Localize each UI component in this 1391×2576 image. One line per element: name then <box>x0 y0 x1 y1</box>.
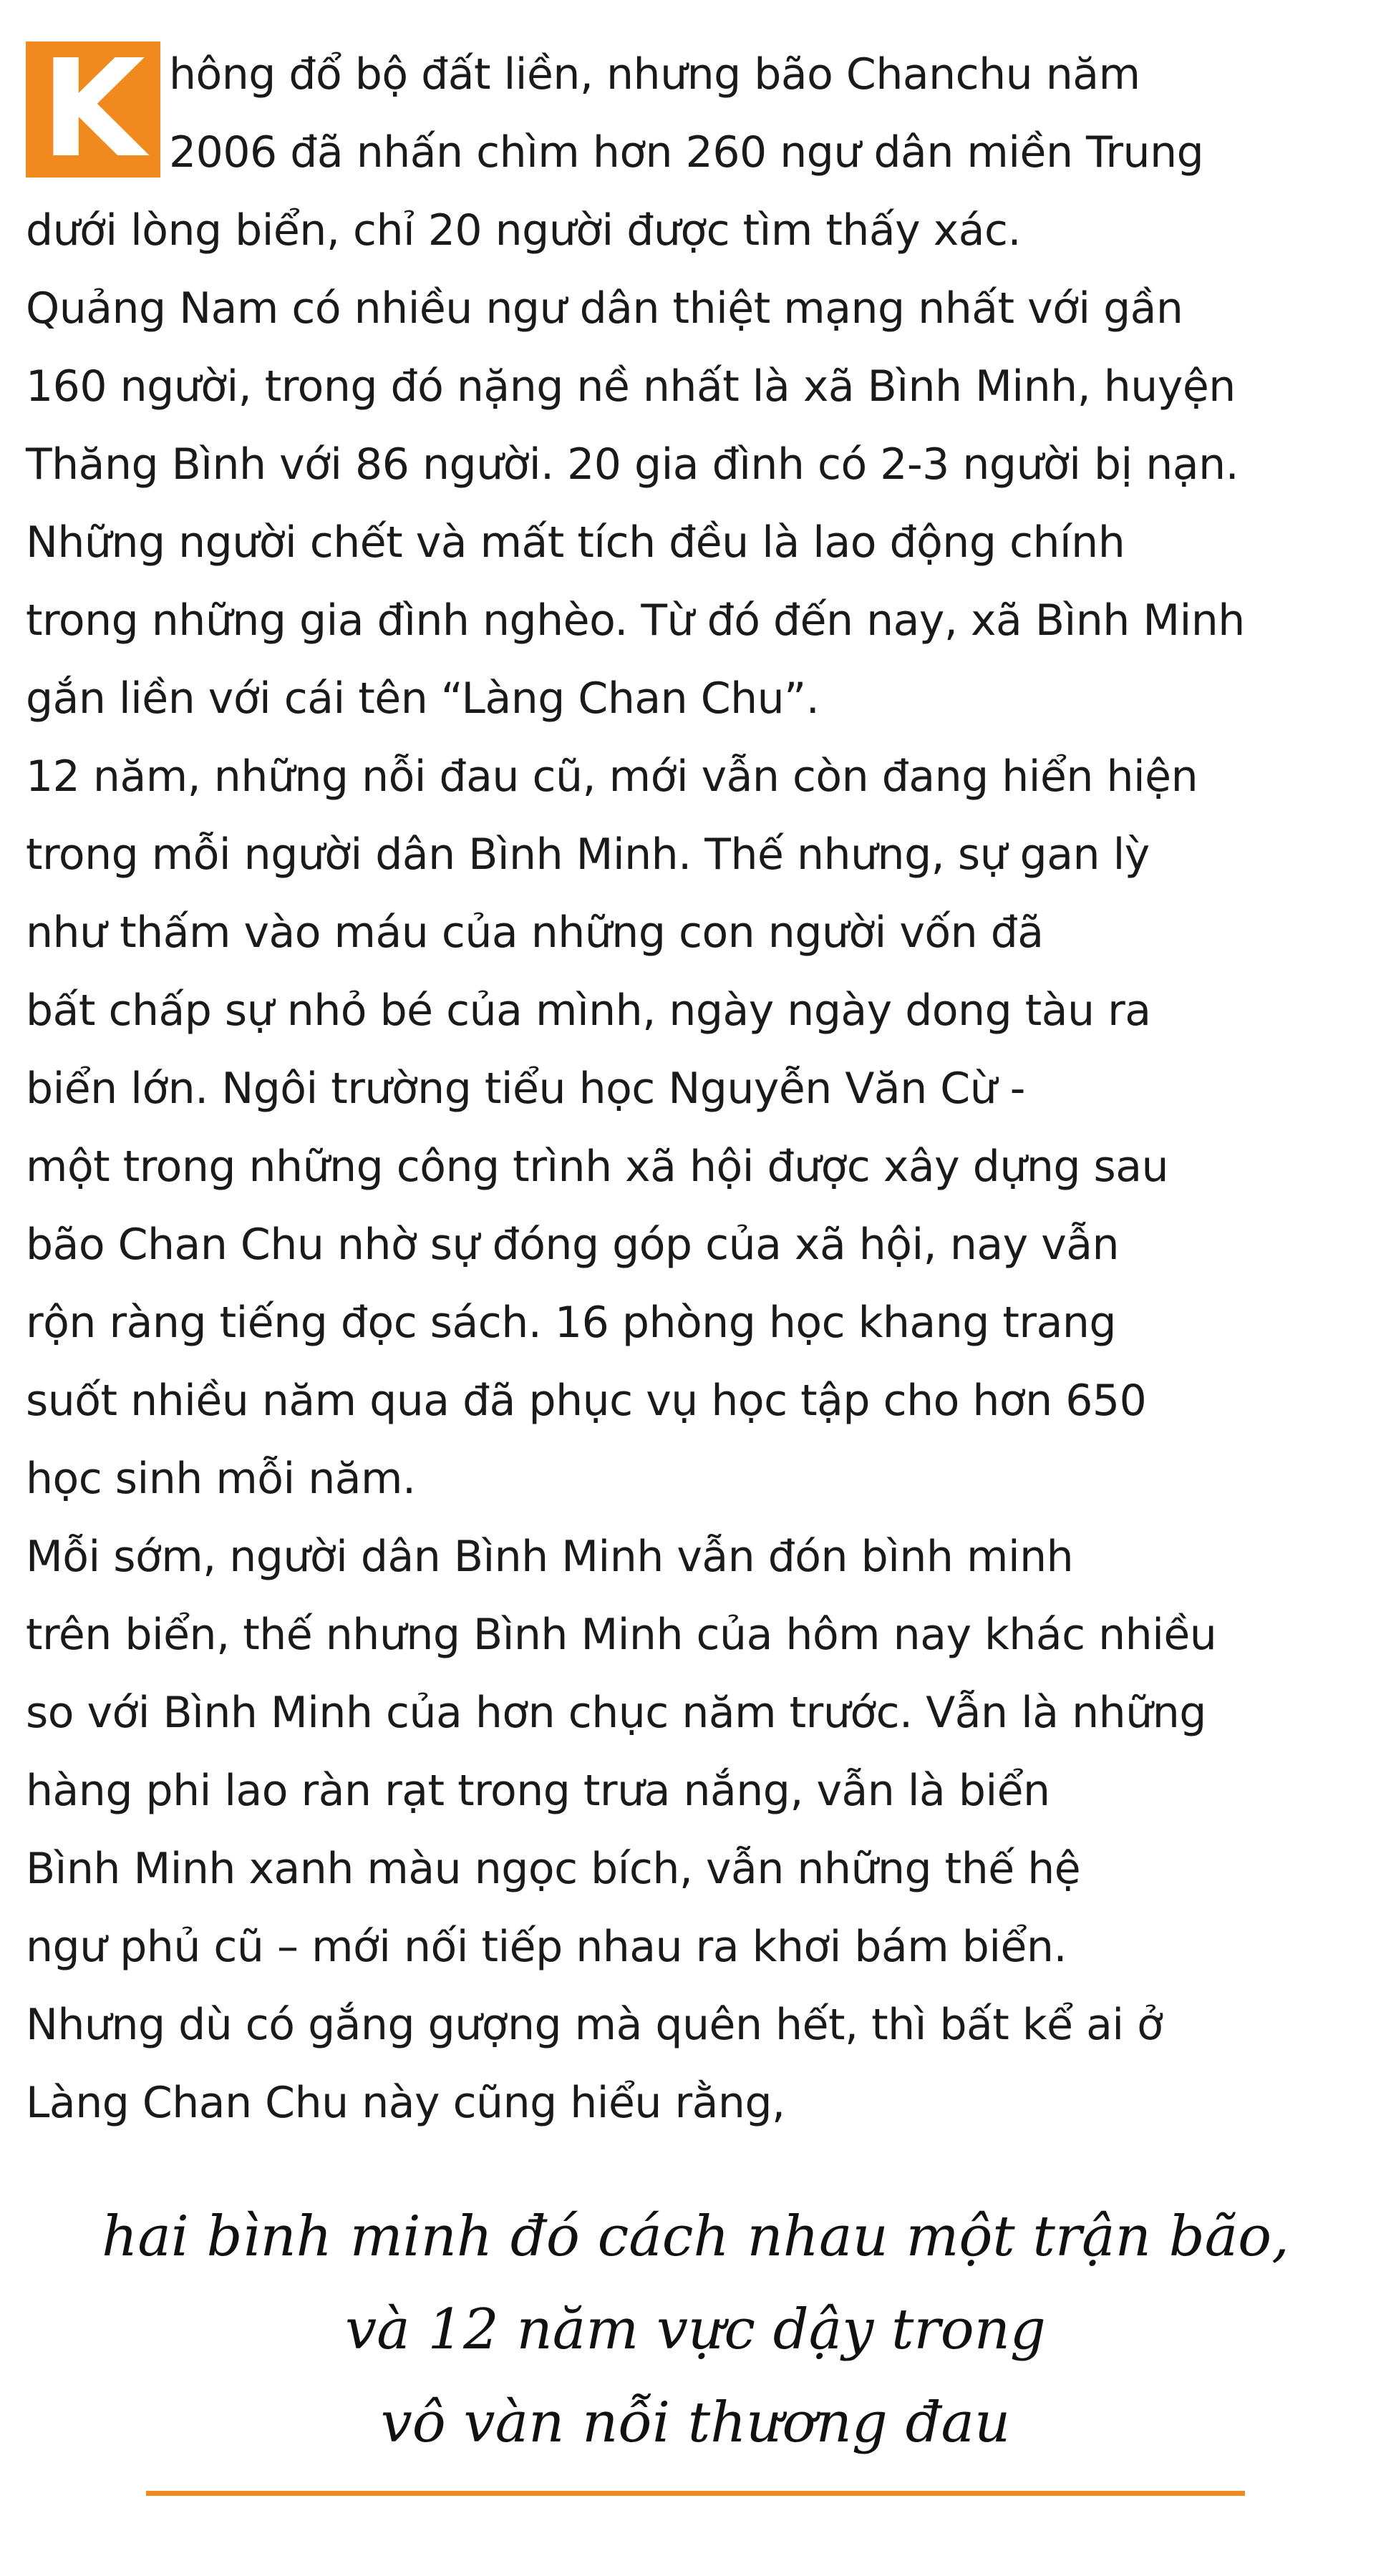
text-line: suốt nhiều năm qua đã phục vụ học tập cho hơn 650 <box>26 1376 1147 1426</box>
drop-cap: K <box>26 42 160 178</box>
text-line: như thấm vào máu của những con người vốn đã <box>26 908 1044 958</box>
text-line: hàng phi lao ràn rạt trong trưa nắng, vẫn là biển <box>26 1766 1050 1816</box>
text-line: hông đổ bộ đất liền, nhưng bão Chanchu năm <box>169 49 1140 99</box>
text-line: Những người chết và mất tích đều là lao động chính <box>26 517 1125 568</box>
text-line: trong những gia đình nghèo. Từ đó đến nay, xã Bình Minh <box>26 596 1245 646</box>
quote-line: và 12 năm vực dậy trong <box>345 2298 1046 2362</box>
text-line: Bình Minh xanh màu ngọc bích, vẫn những thế hệ <box>26 1844 1081 1894</box>
text-line: trong mỗi người dân Bình Minh. Thế nhưng, sự gan lỳ <box>26 830 1150 880</box>
text-line: Mỗi sớm, người dân Bình Minh vẫn đón bình minh <box>26 1532 1074 1582</box>
quote-underline-divider <box>146 2491 1245 2496</box>
text-line: trên biển, thế nhưng Bình Minh của hôm nay khác nhiều <box>26 1610 1217 1660</box>
text-line: Nhưng dù có gắng gượng mà quên hết, thì bất kể ai ở <box>26 2000 1163 2050</box>
text-line: 12 năm, những nỗi đau cũ, mới vẫn còn đang hiển hiện <box>26 752 1198 802</box>
article-body <box>26 31 1372 2142</box>
text-line: gắn liền với cái tên “Làng Chan Chu”. <box>26 674 820 724</box>
quote-line: hai bình minh đó cách nhau một trận bão, <box>102 2205 1289 2269</box>
text-line: bão Chan Chu nhờ sự đóng góp của xã hội, nay vẫn <box>26 1220 1120 1270</box>
pull-quote <box>0 2190 1391 2469</box>
text-line: Làng Chan Chu này cũng hiểu rằng, <box>26 2078 785 2128</box>
paragraph-4 <box>26 1518 1372 2142</box>
text-line: Quảng Nam có nhiều ngư dân thiệt mạng nhất với gần <box>26 283 1183 334</box>
text-line: ngư phủ cũ – mới nối tiếp nhau ra khơi bám biển. <box>26 1922 1067 1972</box>
paragraph-1 <box>26 36 1372 270</box>
paragraph-3 <box>26 738 1372 1518</box>
text-line: so với Bình Minh của hơn chục năm trước. Vẫn là những <box>26 1688 1206 1738</box>
text-line: 160 người, trong đó nặng nề nhất là xã Bình Minh, huyện <box>26 361 1236 412</box>
paragraph-2 <box>26 270 1372 738</box>
text-line: một trong những công trình xã hội được xây dựng sau <box>26 1142 1169 1192</box>
text-line: biển lớn. Ngôi trường tiểu học Nguyễn Văn Cừ - <box>26 1064 1025 1114</box>
quote-line: vô vàn nỗi thương đau <box>380 2391 1011 2455</box>
text-line: dưới lòng biển, chỉ 20 người được tìm thấy xác. <box>26 205 1022 256</box>
text-line: bất chấp sự nhỏ bé của mình, ngày ngày dong tàu ra <box>26 986 1151 1036</box>
text-line: học sinh mỗi năm. <box>26 1454 416 1504</box>
text-line: rộn ràng tiếng đọc sách. 16 phòng học khang trang <box>26 1298 1116 1348</box>
text-line: Thăng Bình với 86 người. 20 gia đình có 2-3 người bị nạn. <box>26 439 1239 490</box>
text-line: 2006 đã nhấn chìm hơn 260 ngư dân miền Trung <box>169 127 1204 178</box>
